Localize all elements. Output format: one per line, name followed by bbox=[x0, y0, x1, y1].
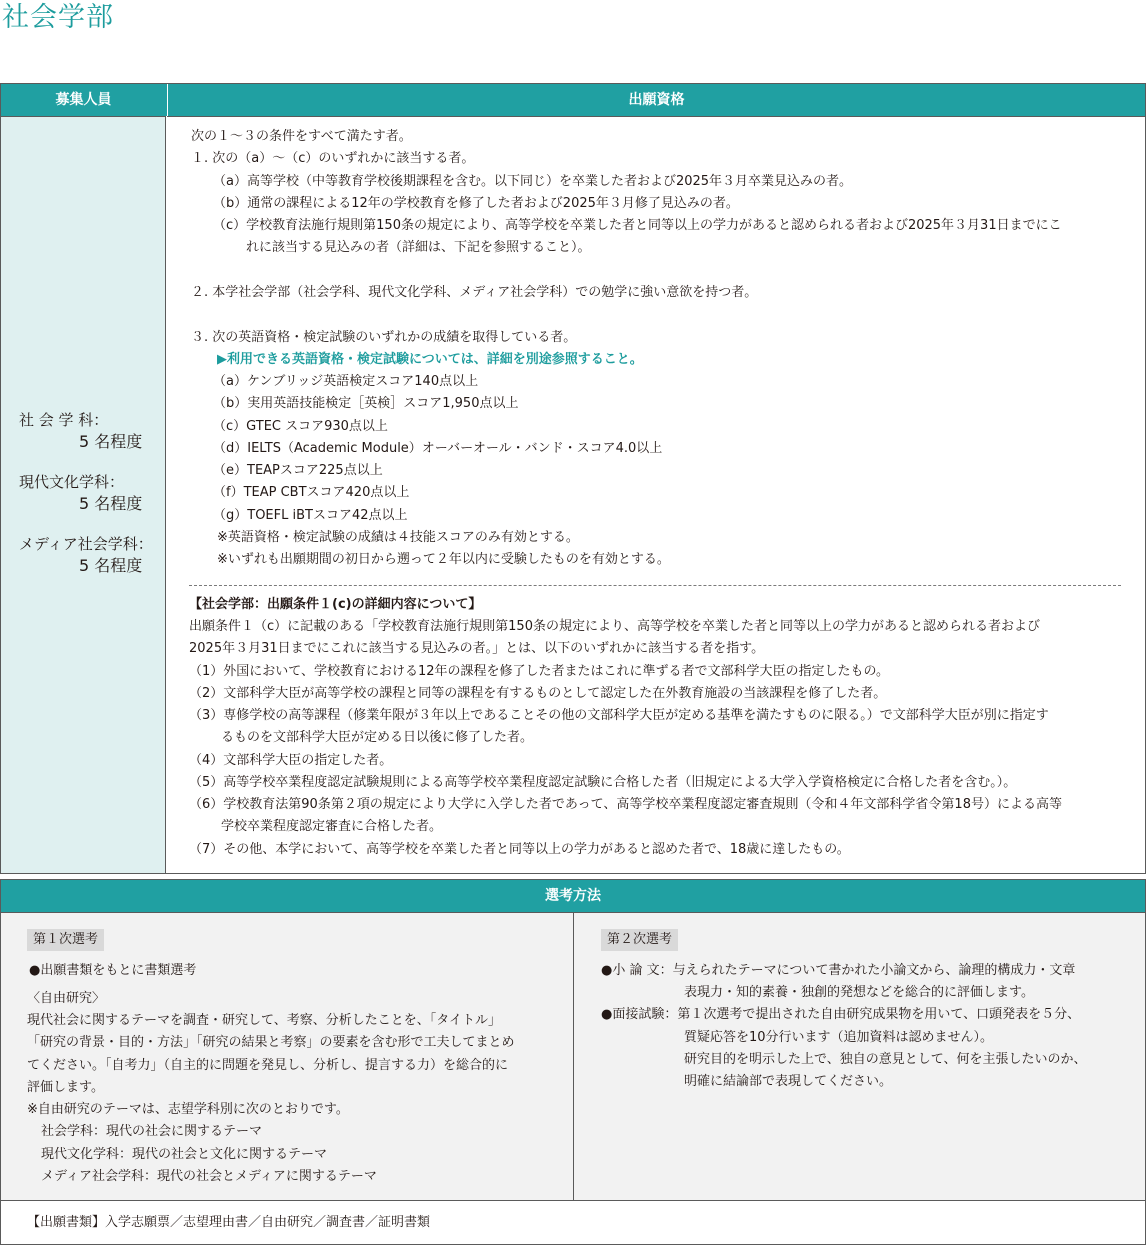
req-line: （a）ケンブリッジ英語検定スコア140点以上 bbox=[213, 374, 479, 389]
req-line: （b）通常の課程による12年の学校教育を修了した者および2025年３月修了見込みの者。 bbox=[213, 196, 739, 211]
req-line: （b）実用英語技能検定［英検］スコア1,950点以上 bbox=[213, 396, 519, 411]
application-documents-row bbox=[1, 1200, 1145, 1244]
req-line: １. 次の（a）～（c）のいずれかに該当する者。 bbox=[191, 151, 475, 166]
dept-count: 5 名程度 bbox=[79, 494, 143, 513]
req-line: （1）外国において、学校教育における12年の課程を修了した者またはこれに準ずる者で文部科学大臣の指定したもの。 bbox=[189, 664, 890, 679]
sel-line: 〈自由研究〉 bbox=[27, 991, 106, 1006]
dept-name: 現代文化学科： bbox=[19, 473, 125, 491]
sel-line: 質疑応答を10分行います（追加資料は認めません）。 bbox=[684, 1030, 994, 1045]
sel-line: てください。「自考力」（自主的に問題を発見し、分析し、提言する力）を総合的に bbox=[27, 1058, 509, 1073]
sel-line: 表現力・知的素養・独創的発想などを総合的に評価します。 bbox=[684, 985, 1034, 1000]
selection-table bbox=[0, 879, 1146, 1245]
req-line: ２. 本学社会学部（社会学科、現代文化学科、メディア社会学科）での勉学に強い意欲を持つ者。 bbox=[191, 285, 758, 300]
sel-line: 明確に結論部で表現してください。 bbox=[684, 1074, 893, 1089]
req-line: 2025年３月31日までにこれに該当する見込みの者。」とは、以下のいずれかに該当する者を指す。 bbox=[189, 641, 765, 656]
sel-line: ●出願書類をもとに書類選考 bbox=[29, 963, 197, 978]
sel-line: ●小 論 文：与えられたテーマについて書かれた小論文から、論理的構成力・文章 bbox=[601, 963, 1076, 978]
sel-line: ●面接試験：第１次選考で提出された自由研究成果物を用いて、口頭発表を５分、 bbox=[601, 1007, 1081, 1022]
req-line: （g）TOEFL iBTスコア42点以上 bbox=[213, 508, 408, 523]
qualifications-cell bbox=[167, 116, 1145, 873]
req-line: ※いずれも出願期間の初日から遡って２年以内に受験したものを有効とする。 bbox=[217, 552, 670, 567]
application-documents: 【出願書類】入学志願票／志望理由書／自由研究／調査書／証明書類 bbox=[27, 1215, 431, 1230]
req-line: （a）高等学校（中等教育学校後期課程を含む。以下同じ）を卒業した者および2025年３月卒業見込みの者。 bbox=[213, 174, 853, 189]
header-recruitment: 募集人員 bbox=[55, 92, 112, 108]
dept-count: 5 名程度 bbox=[79, 432, 143, 451]
req-line: ※英語資格・検定試験の成績は４技能スコアのみ有効とする。 bbox=[217, 530, 579, 545]
english-test-note: ▶利用できる英語資格・検定試験については、詳細を別途参照すること。 bbox=[217, 352, 643, 367]
second-selection-cell bbox=[574, 912, 1145, 1200]
requirements-table bbox=[0, 83, 1146, 874]
sel-line: 「研究の背景・目的・方法」「研究の結果と考察」の要素を含む形で工夫してまとめ bbox=[27, 1035, 515, 1050]
req-line: 次の１～３の条件をすべて満たす者。 bbox=[191, 129, 412, 144]
dept-count: 5 名程度 bbox=[79, 556, 143, 575]
sel-line: 社会学科：現代の社会に関するテーマ bbox=[41, 1124, 263, 1139]
sel-line: 研究目的を明示した上で、独自の意見として、何を主張したいのか、 bbox=[684, 1052, 1087, 1067]
sel-line: メディア社会学科：現代の社会とメディアに関するテーマ bbox=[41, 1169, 377, 1184]
req-line: るものを文部科学大臣が定める日以後に修了した者。 bbox=[221, 730, 534, 745]
first-selection-tag: 第１次選考 bbox=[27, 929, 104, 951]
req-line: （6）学校教育法第90条第２項の規定により大学に入学した者であって、高等学校卒業程度認定審査規則（令和４年文部科学省令第18号）による高等 bbox=[189, 797, 1062, 812]
dashed-divider bbox=[189, 585, 1121, 586]
req-line: 学校卒業程度認定審査に合格した者。 bbox=[221, 819, 443, 834]
requirements-header bbox=[1, 84, 1145, 116]
detail-heading: 【社会学部：出願条件１(c)の詳細内容について】 bbox=[189, 597, 482, 612]
first-selection-cell bbox=[1, 912, 574, 1200]
sel-line: 現代文化学科：現代の社会と文化に関するテーマ bbox=[41, 1147, 328, 1162]
req-line: （f）TEAP CBTスコア420点以上 bbox=[213, 485, 410, 500]
second-selection-tag: 第２次選考 bbox=[601, 929, 678, 951]
req-line: （e）TEAPスコア225点以上 bbox=[213, 463, 383, 478]
req-line: （4）文部科学大臣の指定した者。 bbox=[189, 753, 393, 768]
req-line: （5）高等学校卒業程度認定試験規則による高等学校卒業程度認定試験に合格した者（旧規定による大学入学資格検定に合格した者を含む。）。 bbox=[189, 775, 1017, 790]
req-line: （d）IELTS（Academic Module）オーバーオール・バンド・スコア4.0以上 bbox=[213, 441, 663, 456]
dept-name: 社 会 学 科： bbox=[19, 411, 109, 429]
req-line: （2）文部科学大臣が高等学校の課程と同等の課程を有するものとして認定した在外教育施設の当該課程を修了した者。 bbox=[189, 686, 887, 701]
sel-line: ※自由研究のテーマは、志望学科別に次のとおりです。 bbox=[27, 1102, 349, 1117]
page-title: 社会学部 bbox=[2, 2, 114, 33]
req-line: （3）専修学校の高等課程（修業年限が３年以上であることその他の文部科学大臣が定める基準を満たすものに限る。）で文部科学大臣が別に指定す bbox=[189, 708, 1049, 723]
header-qualifications: 出願資格 bbox=[167, 84, 1145, 116]
sel-line: 評価します。 bbox=[27, 1080, 104, 1095]
req-line: （c）学校教育法施行規則第150条の規定により、高等学校を卒業した者と同等以上の学力があると認められる者および2025年３月31日までにこ bbox=[213, 218, 1062, 233]
req-line: 出願条件１（c）に記載のある「学校教育法施行規則第150条の規定により、高等学校を卒業した者と同等以上の学力があると認められる者および bbox=[189, 619, 1040, 634]
req-line: れに該当する見込みの者（詳細は、下記を参照すること）。 bbox=[246, 240, 591, 255]
selection-header: 選考方法 bbox=[1, 880, 1145, 912]
dept-name: メディア社会学科： bbox=[19, 535, 153, 553]
recruitment-cell bbox=[1, 116, 166, 873]
req-line: （c）GTEC スコア930点以上 bbox=[213, 419, 388, 434]
req-line: （7）その他、本学において、高等学校を卒業した者と同等以上の学力があると認めた者で、18歳に達したもの。 bbox=[189, 842, 850, 857]
sel-line: 現代社会に関するテーマを調査・研究して、考察、分析したことを、「タイトル」 bbox=[27, 1013, 501, 1028]
req-line: ３. 次の英語資格・検定試験のいずれかの成績を取得している者。 bbox=[191, 330, 577, 345]
